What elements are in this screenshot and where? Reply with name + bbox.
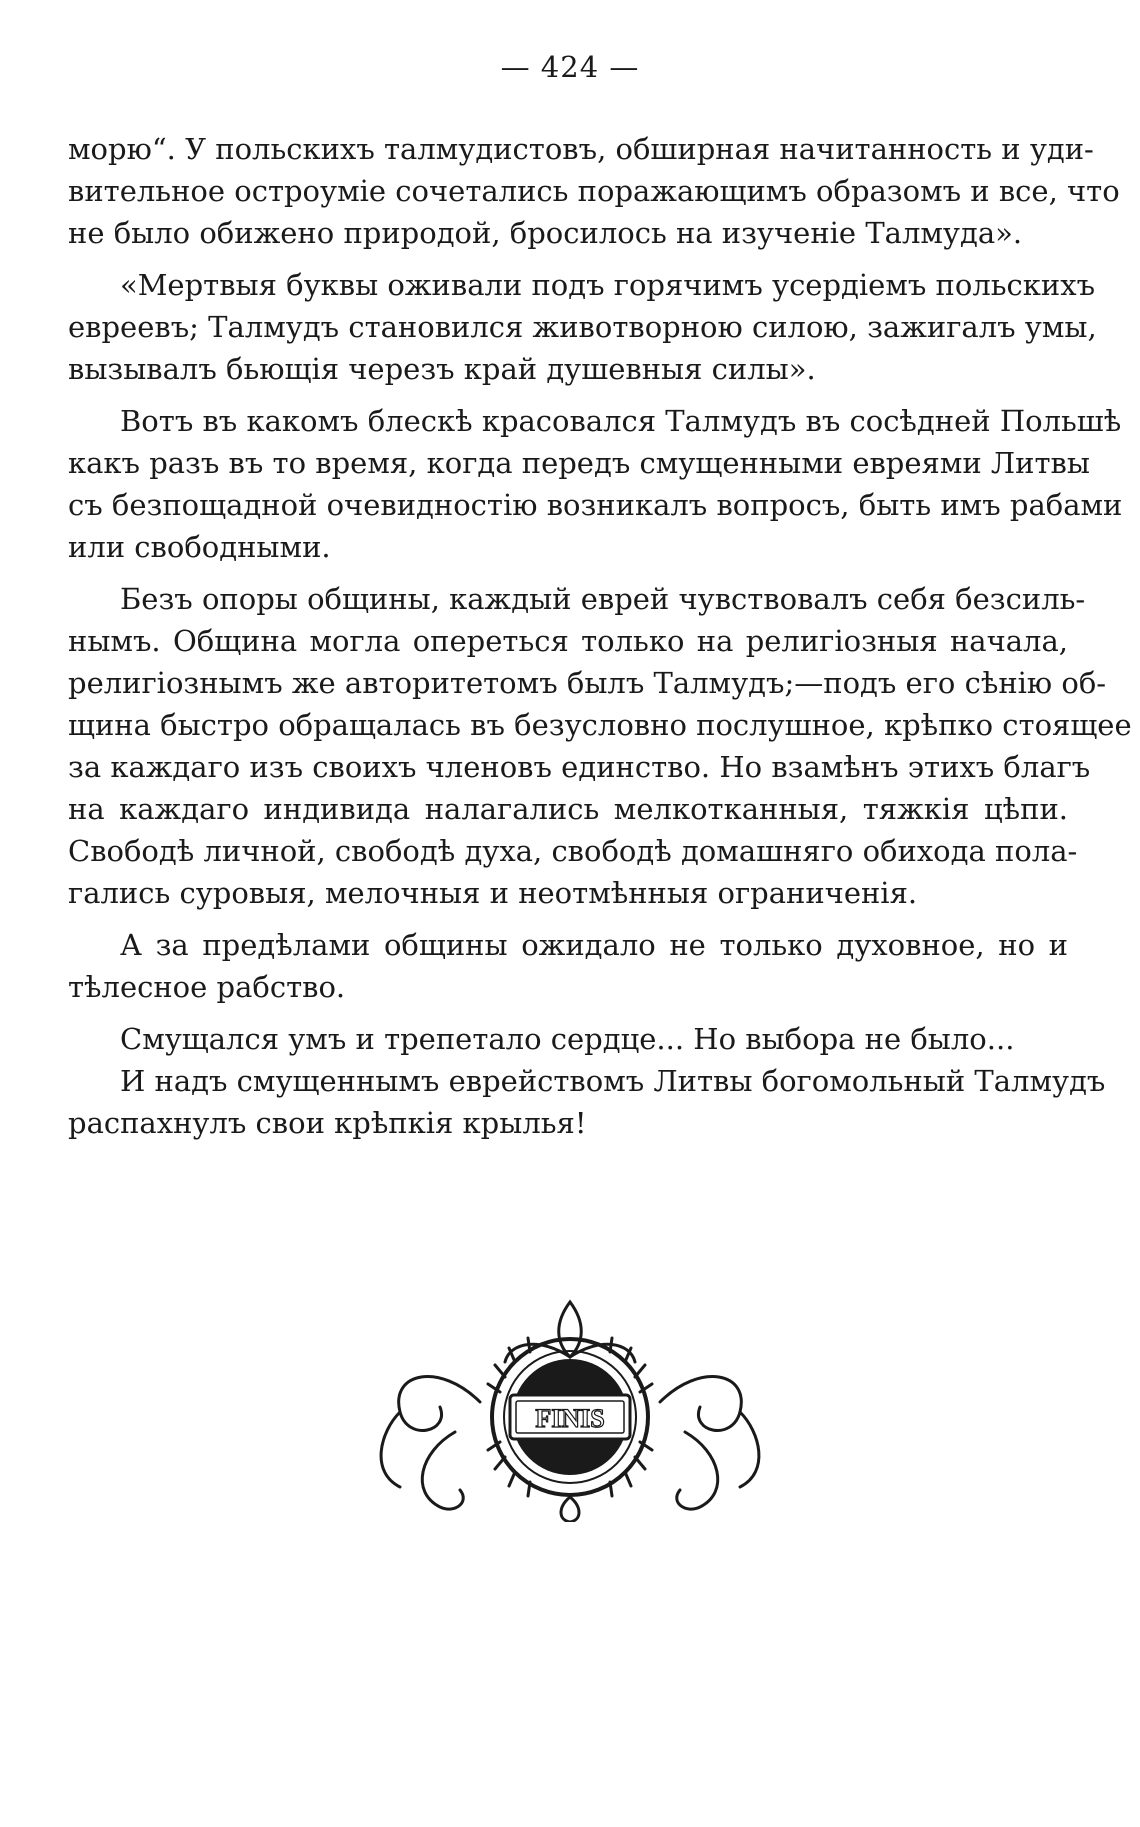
text-line: гались суровыя, мелочныя и неотмѣнныя ограниченія. — [68, 876, 918, 910]
text-line: морю“. У польскихъ талмудистовъ, обширная начитанность и уди- — [68, 132, 1094, 166]
text-line: «Мертвыя буквы оживали подъ горячимъ усердіемъ польскихъ — [120, 268, 1096, 302]
finis-ornament — [360, 1282, 780, 1522]
text-line: за каждаго изъ своихъ членовъ единство. Но взамѣнъ этихъ благъ — [68, 750, 1091, 784]
text-line: Свободѣ личной, свободѣ духа, свободѣ домашняго обихода пола- — [68, 834, 1078, 868]
text-line: не было обижено природой, бросилось на изученіе Талмуда». — [68, 216, 1023, 250]
text-line: Смущался умъ и трепетало сердце... Но выбора не было... — [120, 1022, 1015, 1056]
text-line: Вотъ въ какомъ блескѣ красовался Талмудъ въ сосѣдней Польшѣ — [120, 404, 1122, 438]
text-line: или свободными. — [68, 530, 331, 564]
text-line: съ безпощадной очевидностію возникалъ вопросъ, быть имъ рабами — [68, 488, 1123, 522]
text-line: И надъ смущеннымъ еврействомъ Литвы богомольный Талмудъ — [120, 1064, 1106, 1098]
text-line: евреевъ; Талмудъ становился животворною силою, зажигалъ умы, — [68, 310, 1097, 344]
text-line: какъ разъ въ то время, когда передъ смущенными евреями Литвы — [68, 446, 1090, 480]
text-line: на каждаго индивида налагались мелкотканныя, тяжкія цѣпи. — [68, 792, 1068, 826]
body-text — [68, 128, 1132, 1144]
text-line: вительное остроуміе сочетались поражающимъ образомъ и все, что — [68, 174, 1120, 208]
text-line: религіознымъ же авторитетомъ былъ Талмудъ;—подъ его сѣнію об- — [68, 666, 1107, 700]
text-line: Безъ опоры общины, каждый еврей чувствовалъ себя безсиль- — [120, 582, 1086, 616]
text-line: распахнулъ свои крѣпкія крылья! — [68, 1106, 587, 1140]
page-number: — 424 — — [500, 50, 640, 84]
finis-label: FINIS — [535, 1404, 605, 1433]
text-line: вызывалъ бьющія черезъ край душевныя силы». — [68, 352, 816, 386]
text-line: нымъ. Община могла опереться только на религіозныя начала, — [68, 624, 1068, 658]
text-line: щина быстро обращалась въ безусловно послушное, крѣпко стоящее — [68, 708, 1132, 742]
text-line: тѣлесное рабство. — [68, 970, 346, 1004]
text-line: А за предѣлами общины ожидало не только духовное, но и — [120, 928, 1068, 962]
